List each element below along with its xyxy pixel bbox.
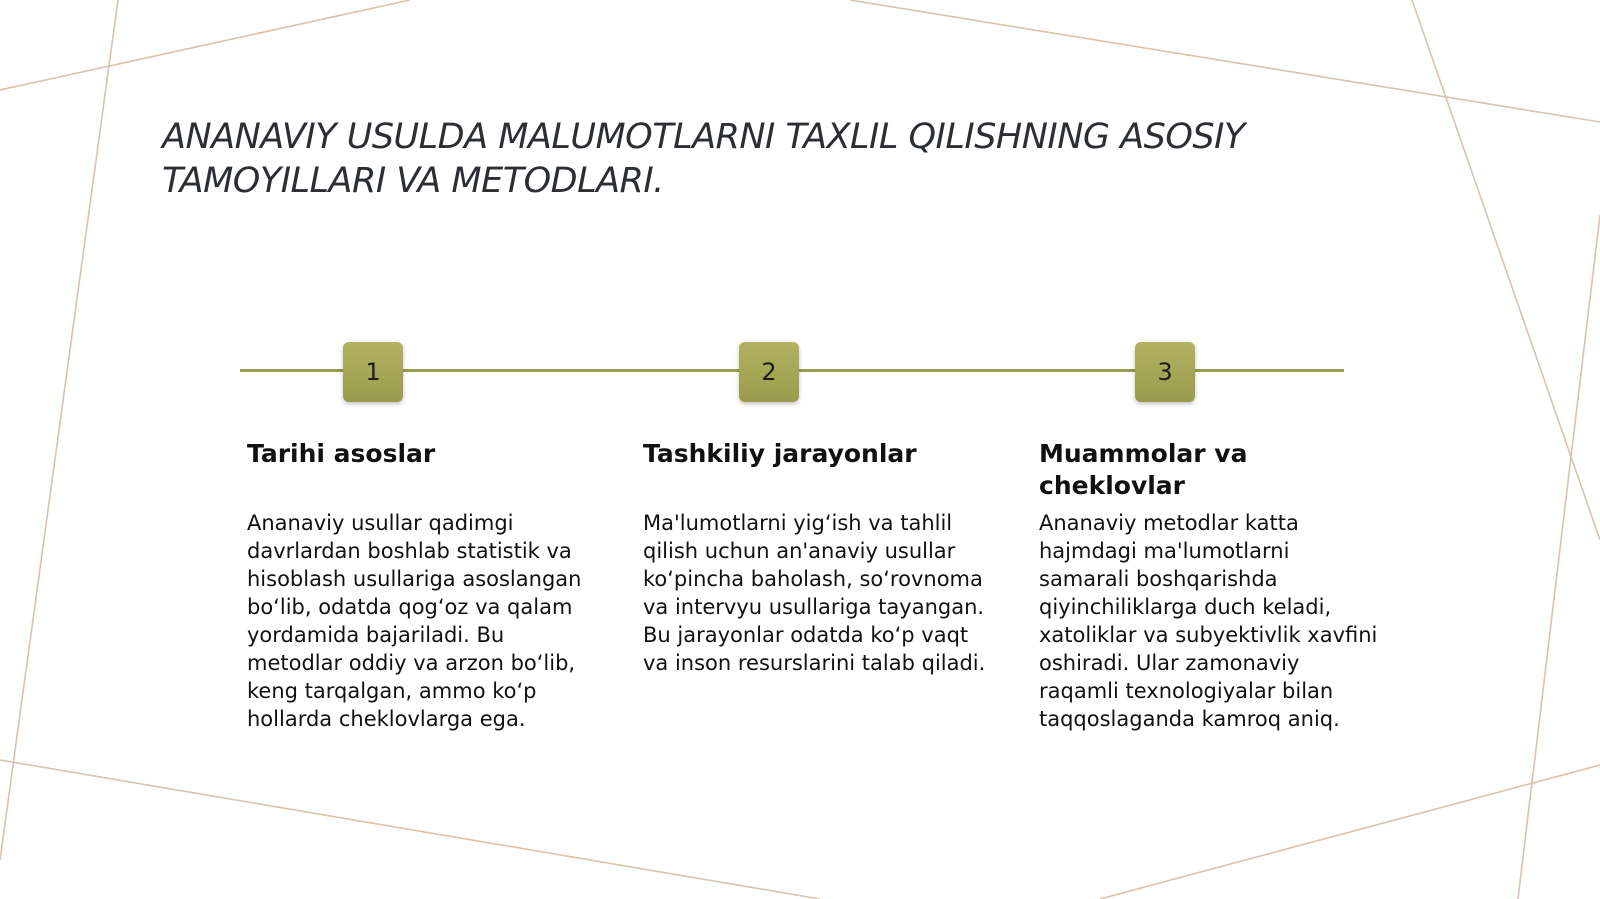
step-body-2: Ma'lumotlarni yig‘ish va tahlil qilish uchun an'anaviy usullar ko‘pincha baholash, so‘rovnoma va intervyu usullariga tayangan. Bu jarayonlar odatda ko‘p vaqt va inson resurslarini talab qiladi. xyxy=(643,511,986,675)
bg-line xyxy=(0,0,410,90)
bg-line xyxy=(0,760,820,899)
step-title-2: Tashkiliy jarayonlar xyxy=(643,439,917,468)
bg-line xyxy=(1518,215,1600,899)
step-marker-2: 2 xyxy=(739,342,799,402)
step-title-1: Tarihi asoslar xyxy=(247,439,436,468)
bg-line xyxy=(0,0,118,860)
step-marker-3: 3 xyxy=(1135,342,1195,402)
slide-title: ANANAVIY USULDA MALUMOTLARNI TAXLIL QILISHNING ASOSIY TAMOYILLARI VA METODLARI. xyxy=(162,117,1245,201)
bg-line xyxy=(850,0,1600,122)
step-marker-1: 1 xyxy=(343,342,403,402)
step-body-3: Ananaviy metodlar katta hajmdagi ma'lumotlarni samarali boshqarishda qiyinchiliklarga duch keladi, xatoliklar va subyektivlik xavfini oshiradi. Ular zamonaviy raqamli texnologiyalar bilan taqqoslaganda kamroq aniq. xyxy=(1039,511,1378,731)
bg-line xyxy=(1412,0,1600,540)
step-title-3: Muammolar va cheklovlar xyxy=(1039,439,1248,500)
step-body-1: Ananaviy usullar qadimgi davrlardan boshlab statistik va hisoblash usullariga asoslangan bo‘lib, odatda qog‘oz va qalam yordamida bajariladi. Bu metodlar oddiy va arzon bo‘lib, keng tarqalgan, ammo ko‘p hollarda cheklovlarga ega. xyxy=(247,511,582,731)
bg-line xyxy=(1100,765,1600,899)
